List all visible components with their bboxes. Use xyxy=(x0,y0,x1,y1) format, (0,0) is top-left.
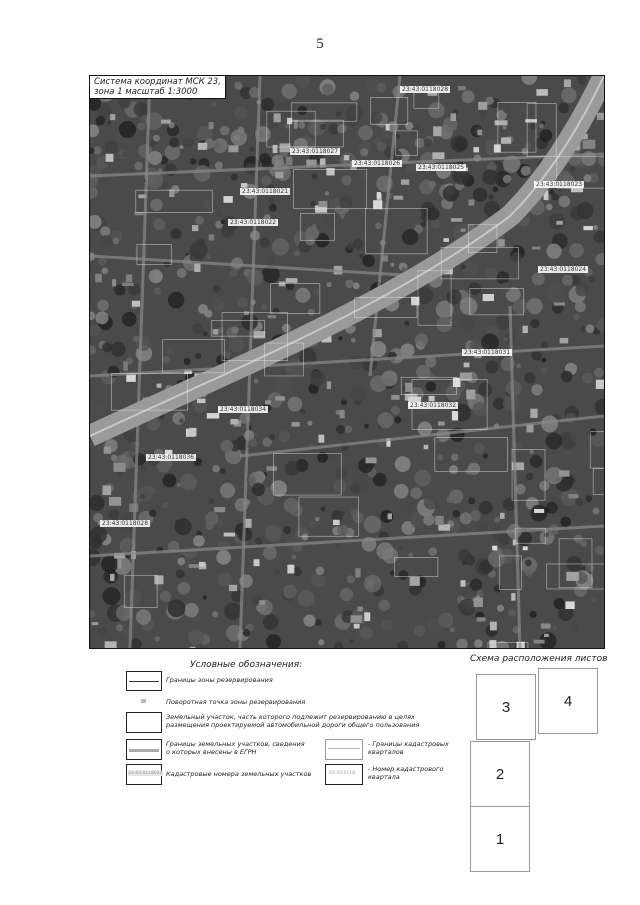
page-number: 5 xyxy=(316,36,324,52)
legend-land-plot-2: размещения проектируемой автомобильной дороги общего пользования xyxy=(166,721,420,729)
reserve-zone-symbol xyxy=(126,671,162,691)
sheet-3[interactable]: 3 xyxy=(476,674,536,740)
legend-egrn-2: о которых внесены в ЕГРН xyxy=(166,748,257,756)
parcel-label: 23:43:0118023 xyxy=(536,181,583,188)
map-canvas xyxy=(90,76,604,648)
parcel-label: 23:43:0118026 xyxy=(354,160,401,167)
quarter-boundary-symbol xyxy=(325,739,363,760)
cad-number-sample: 23:43:0118024 xyxy=(128,771,163,776)
map-title-line1: Система координат МСК 23, xyxy=(94,77,221,87)
sheet-1[interactable]: 1 xyxy=(470,806,530,872)
legend-cad-numbers: Кадастровые номера земельных участков xyxy=(166,770,312,778)
cad-number-symbol xyxy=(126,764,162,785)
map-title-box xyxy=(90,76,226,99)
legend-title: Условные обозначения: xyxy=(190,660,303,670)
legend-quarters-2: кварталов xyxy=(368,748,404,756)
legend-quarter-no-2: квартала xyxy=(368,773,400,781)
parcel-label: 23:43:0118028 xyxy=(102,520,149,527)
parcel-label: 23:43:0118034 xyxy=(220,406,267,413)
legend-turn-point: Поворотная точка зоны резервирования xyxy=(166,698,306,706)
sheet-2[interactable]: 2 xyxy=(470,741,530,807)
legend-quarter-no-1: - Номер кадастрового xyxy=(368,765,444,773)
parcel-label: 23:43:0118027 xyxy=(292,148,339,155)
legend-egrn-1: Границы земельных участков, сведения xyxy=(166,740,305,748)
parcel-label: 23:43:0118024 xyxy=(540,266,587,273)
parcel-label: 23:43:0118032 xyxy=(410,402,457,409)
parcel-label: 23:43:0118028 xyxy=(402,86,449,93)
parcel-label: 23:43:0118021 xyxy=(242,188,289,195)
egrn-boundary-symbol xyxy=(126,739,162,760)
legend-land-plot-1: Земельный участок, часть которого подлежит резервированию в целях xyxy=(166,713,415,721)
aerial-map[interactable] xyxy=(89,75,605,649)
legend-reserve-zone: Границы зоны резервирования xyxy=(166,676,273,684)
legend-quarters-1: - Границы кадастровых xyxy=(368,740,449,748)
land-plot-symbol xyxy=(126,712,162,733)
sheets-title: Схема расположения листов xyxy=(470,654,608,664)
quarter-number-sample: 23:43:0118 xyxy=(329,771,355,776)
sheet-4[interactable]: 4 xyxy=(538,668,598,734)
parcel-label: 23:43:0118036 xyxy=(148,454,195,461)
map-title-line2: зона 1 масштаб 1:3000 xyxy=(94,87,198,97)
quarter-number-symbol xyxy=(325,764,363,785)
parcel-label: 23:43:0118022 xyxy=(230,219,277,226)
parcel-label: 23:43:0118031 xyxy=(464,349,511,356)
turn-point-symbol xyxy=(141,699,146,703)
parcel-label: 23:43:0118025 xyxy=(418,164,465,171)
